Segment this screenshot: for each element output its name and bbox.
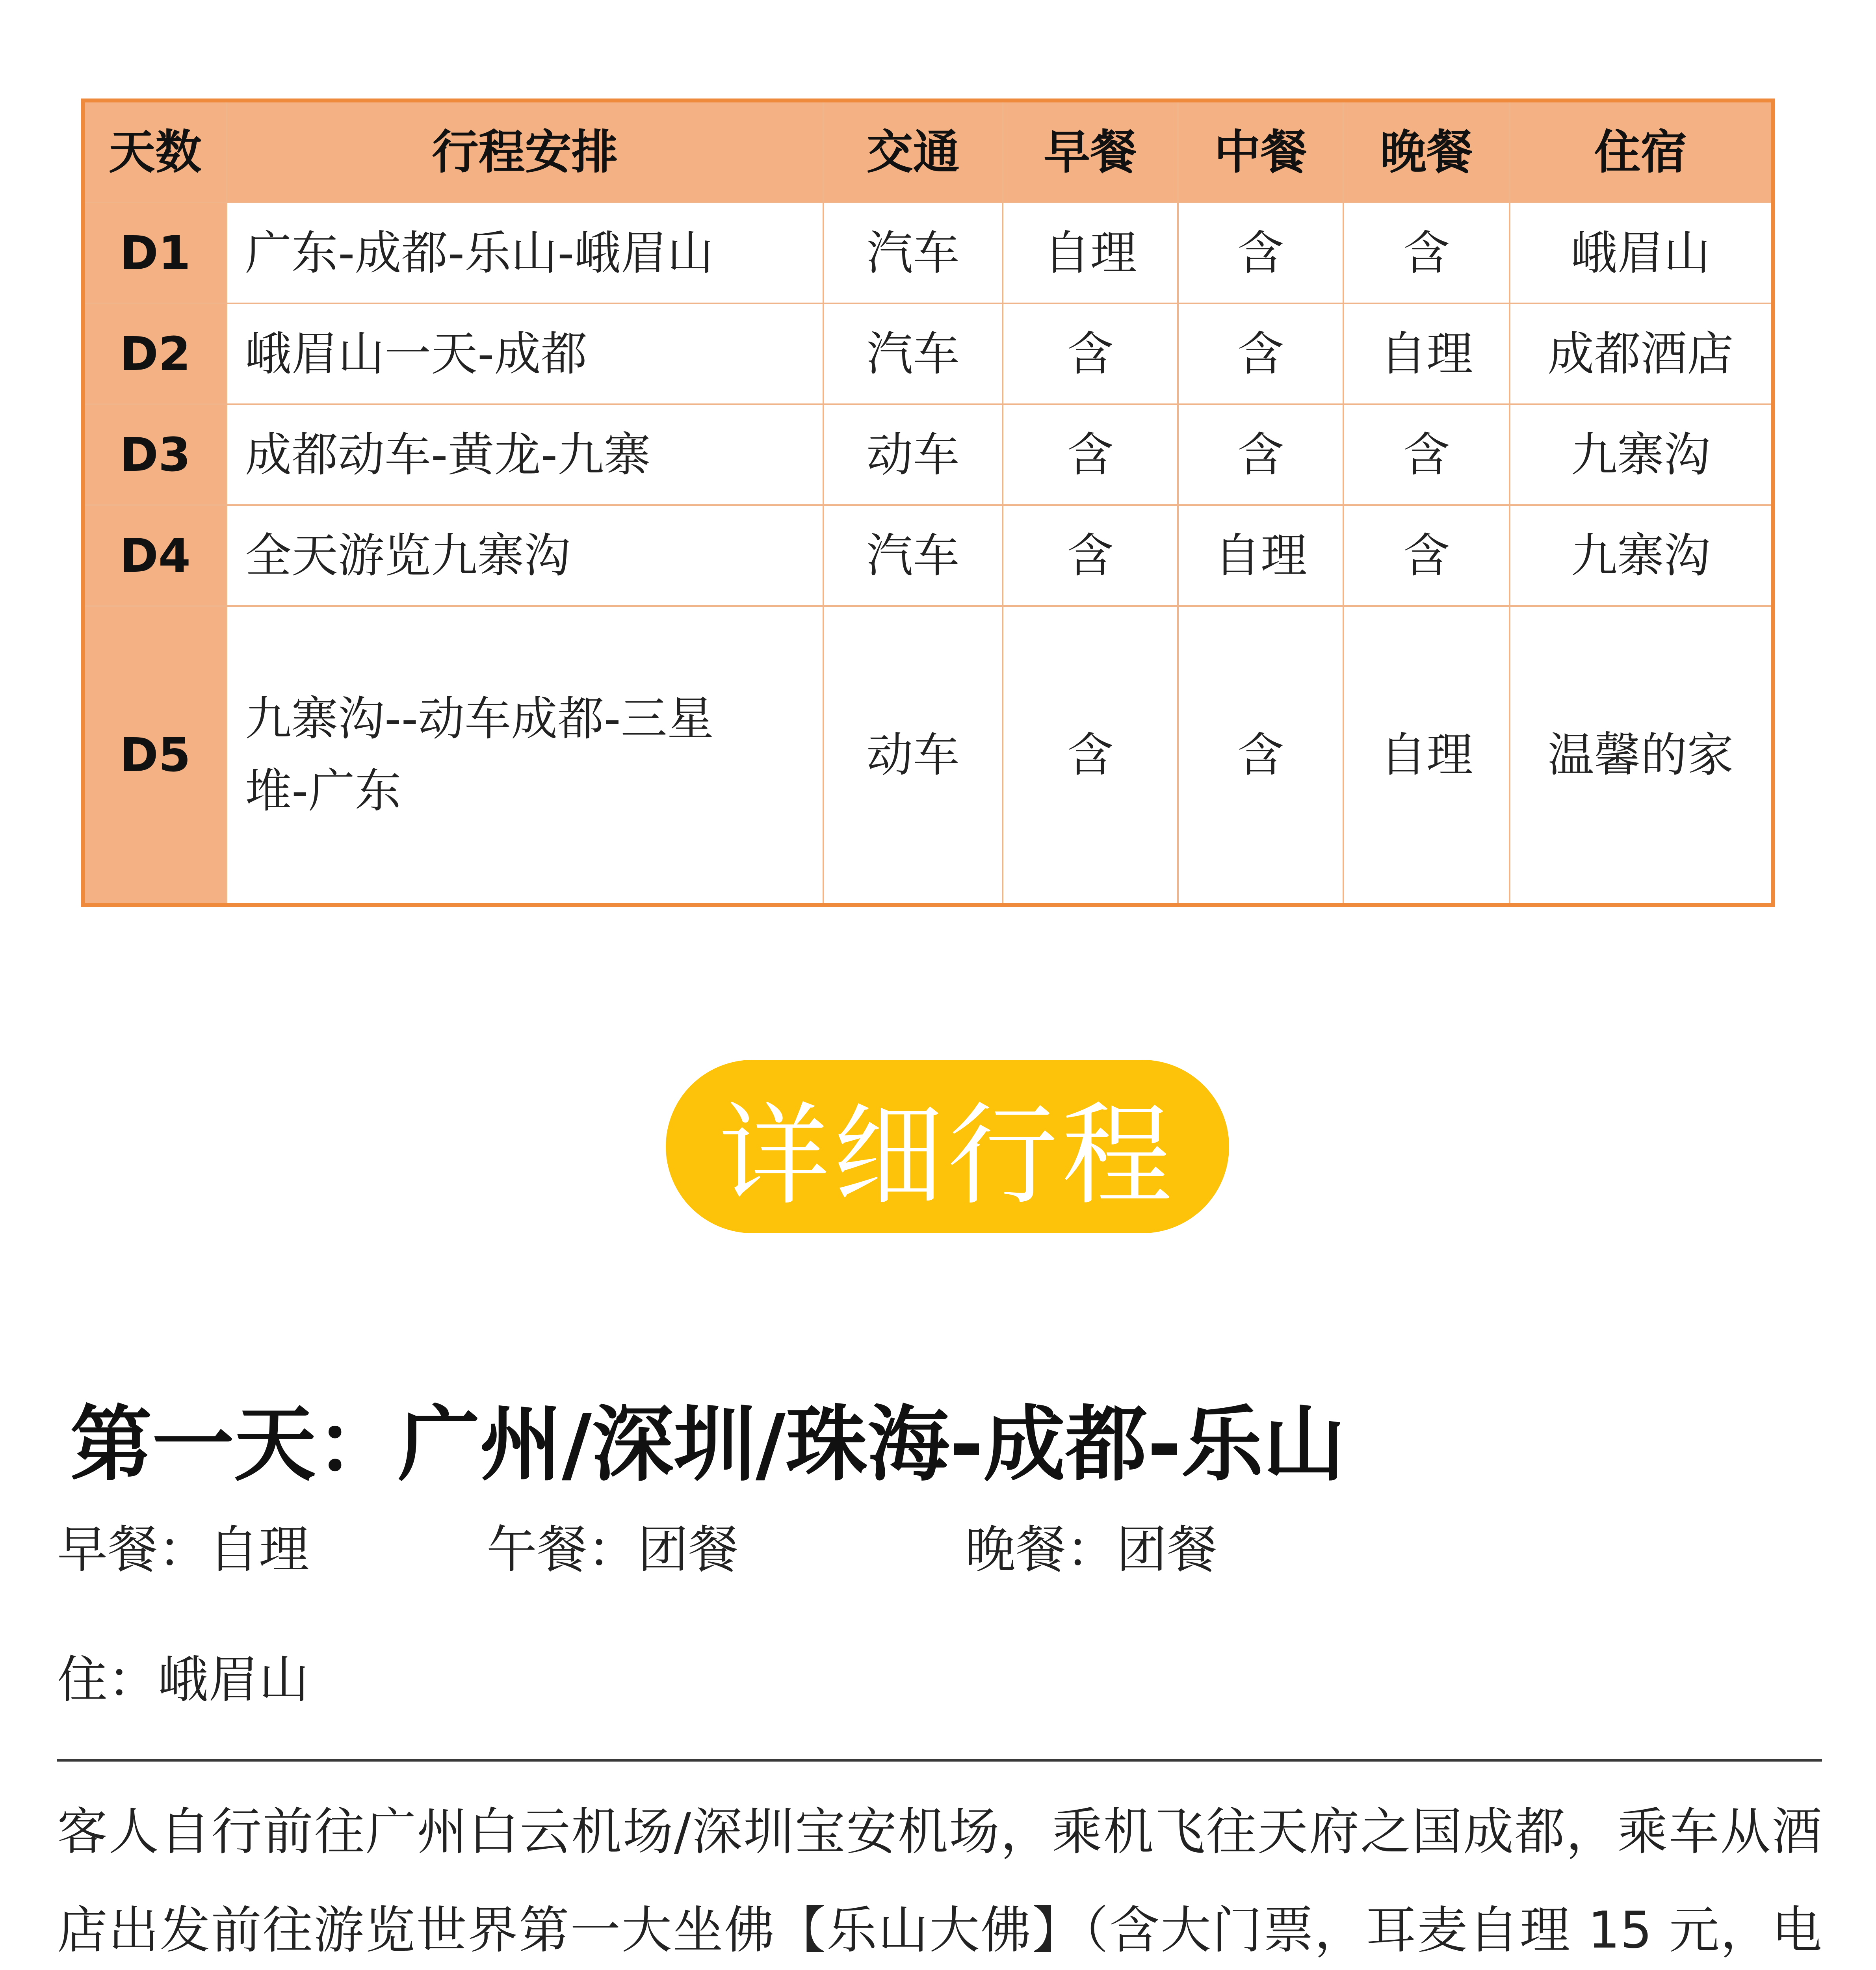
header-route: 行程安排	[227, 100, 823, 203]
breakfast-cell: 含	[1003, 303, 1178, 404]
transport-cell: 汽车	[823, 203, 1003, 303]
table-row	[83, 203, 1773, 303]
day-cell: D1	[83, 203, 227, 303]
dinner-info: 晚餐：团餐	[965, 1520, 1218, 1579]
lunch-cell: 自理	[1178, 505, 1343, 606]
route-cell: 广东-成都-乐山-峨眉山	[227, 203, 823, 303]
table-row	[83, 505, 1773, 606]
stay-cell: 峨眉山	[1510, 203, 1773, 303]
header-day: 天数	[83, 100, 227, 203]
dinner-cell: 自理	[1343, 303, 1510, 404]
route-cell: 峨眉山一天-成都	[227, 303, 823, 404]
day-title: 第一天：广州/深圳/珠海-成都-乐山	[70, 1397, 1345, 1492]
transport-cell: 动车	[823, 404, 1003, 505]
stay-cell: 温馨的家	[1510, 606, 1773, 905]
stay-cell: 九寨沟	[1510, 404, 1773, 505]
route-cell: 成都动车-黄龙-九寨	[227, 404, 823, 505]
day-cell: D4	[83, 505, 227, 606]
section-title: 详细行程	[719, 1092, 1176, 1220]
day-cell: D3	[83, 404, 227, 505]
breakfast-cell: 含	[1003, 606, 1178, 905]
header-dinner: 晚餐	[1343, 100, 1510, 203]
header-lunch: 中餐	[1178, 100, 1343, 203]
route-line: 九寨沟--动车成都-三星	[245, 691, 714, 746]
day-cell: D2	[83, 303, 227, 404]
transport-cell: 汽车	[823, 303, 1003, 404]
transport-cell: 动车	[823, 606, 1003, 905]
table-row	[83, 303, 1773, 404]
table-header-row	[83, 100, 1773, 203]
lunch-info: 午餐：团餐	[487, 1520, 739, 1579]
lunch-cell: 含	[1178, 203, 1343, 303]
transport-cell: 汽车	[823, 505, 1003, 606]
lunch-cell: 含	[1178, 303, 1343, 404]
lunch-cell: 含	[1178, 606, 1343, 905]
day-description: 客人自行前往广州白云机场/深圳宝安机场，乘机飞往天府之国成都，乘车从酒店出发前往游览世界第一大坐佛【乐山大佛】（含大门票，耳麦自理 15 元，电	[57, 1803, 1822, 1960]
header-stay: 住宿	[1510, 100, 1773, 203]
stay-cell: 九寨沟	[1510, 505, 1773, 606]
header-breakfast: 早餐	[1003, 100, 1178, 203]
breakfast-cell: 自理	[1003, 203, 1178, 303]
header-transport: 交通	[823, 100, 1003, 203]
section-title-badge	[666, 1060, 1229, 1233]
accommodation-info: 住：峨眉山	[57, 1650, 310, 1709]
day-cell: D5	[83, 606, 227, 905]
divider	[57, 1759, 1822, 1762]
table-row	[83, 404, 1773, 505]
route-cell	[227, 606, 823, 905]
stay-cell: 成都酒店	[1510, 303, 1773, 404]
dinner-cell: 含	[1343, 404, 1510, 505]
lunch-cell: 含	[1178, 404, 1343, 505]
breakfast-info: 早餐：自理	[57, 1520, 310, 1579]
dinner-cell: 含	[1343, 203, 1510, 303]
route-line: 堆-广东	[245, 764, 401, 818]
itinerary-table	[81, 98, 1775, 907]
route-cell: 全天游览九寨沟	[227, 505, 823, 606]
breakfast-cell: 含	[1003, 505, 1178, 606]
dinner-cell: 含	[1343, 505, 1510, 606]
dinner-cell: 自理	[1343, 606, 1510, 905]
breakfast-cell: 含	[1003, 404, 1178, 505]
table-row	[83, 606, 1773, 905]
